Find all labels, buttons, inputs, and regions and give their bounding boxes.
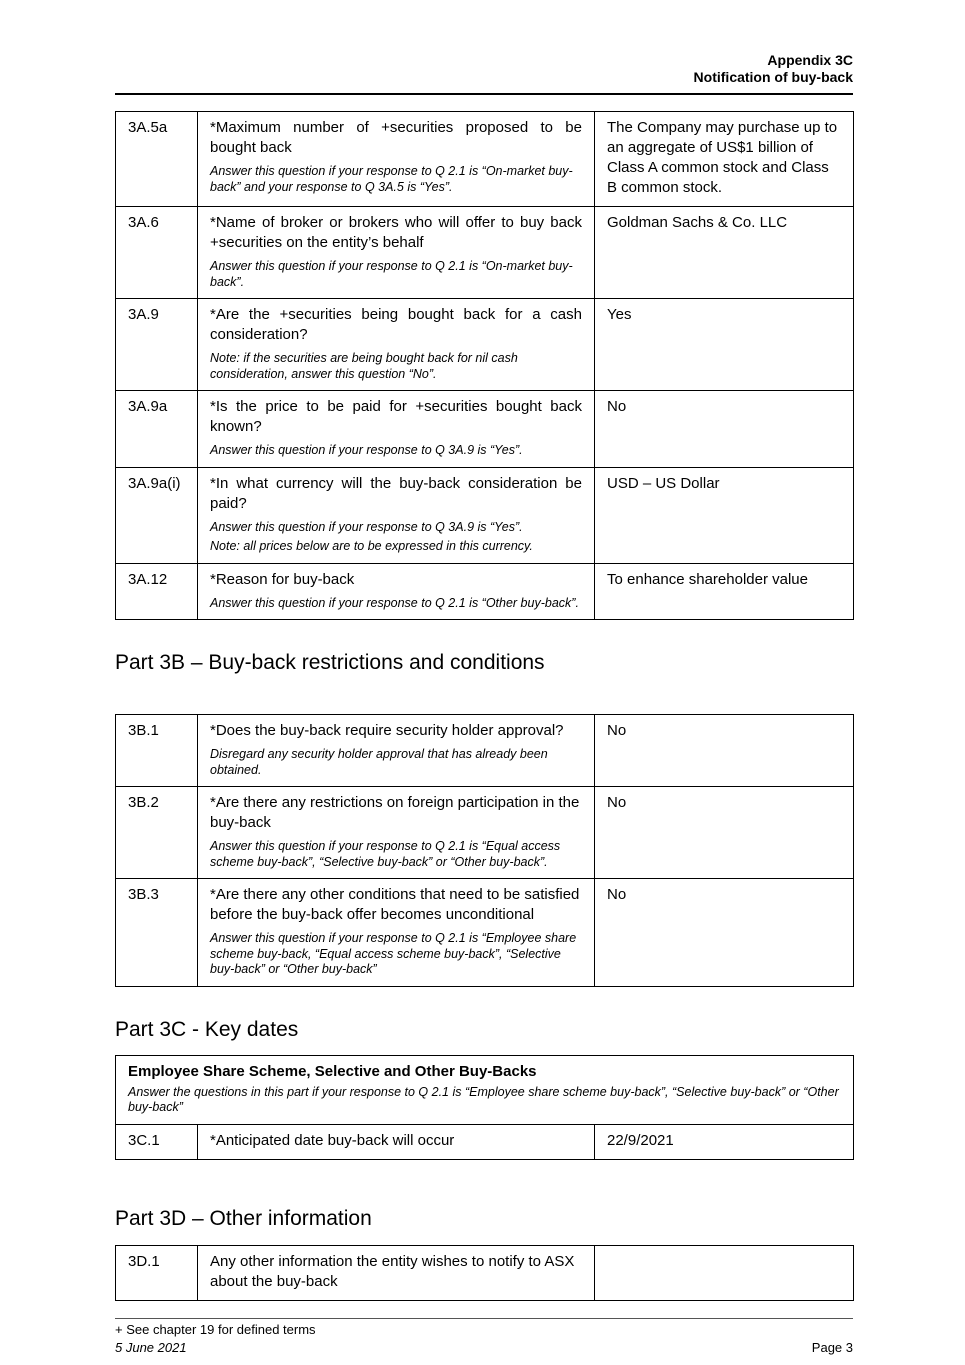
table-row (116, 715, 854, 787)
question-cell (198, 563, 595, 620)
question-text: *Are there any restrictions on foreign participation in the buy-back (210, 794, 580, 831)
question-note: Answer this question if your response to Q 2.1 is “Other buy-back”. (210, 595, 579, 610)
question-note: Note: all prices below are to be expressed in this currency. (210, 539, 533, 553)
table-row (116, 1245, 854, 1300)
question-text: *Maximum number of +securities proposed to be bought back (210, 119, 582, 156)
footer-meta (115, 1340, 853, 1356)
question-cell (198, 299, 595, 391)
document-title: Notification of buy-back (693, 69, 853, 85)
question-note: Answer this question if your response to Q 2.1 is “On-market buy-back” and your response to Q 3A.5 is “Yes”. (210, 164, 573, 194)
question-cell (198, 715, 595, 787)
question-number: 3A.9a (116, 391, 198, 468)
answer-text: Goldman Sachs & Co. LLC (595, 207, 854, 299)
table-3a (115, 111, 854, 620)
footer-defined-terms: + See chapter 19 for defined terms (115, 1321, 316, 1337)
appendix-title: Appendix 3C (767, 52, 853, 68)
table-row (116, 879, 854, 987)
footer-date: 5 June 2021 (115, 1339, 187, 1355)
question-text: *Name of broker or brokers who will offer to buy back +securities on the entity’s behalf (210, 214, 582, 251)
table-row (116, 563, 854, 620)
question-note: Answer this question if your response to Q 3A.9 is “Yes”. (210, 519, 523, 534)
table-row (116, 299, 854, 391)
answer-text: USD – US Dollar (595, 467, 854, 563)
question-cell (198, 467, 595, 563)
subheader-note: Answer the questions in this part if your response to Q 2.1 is “Employee share scheme buy-back”, “Selective buy-back” or “Other buy-back” (128, 1084, 839, 1114)
part-3c-heading: Part 3C - Key dates (115, 1017, 299, 1041)
table-row (116, 112, 854, 207)
document-page (115, 0, 853, 1356)
question-cell (198, 1124, 595, 1159)
part-3d-heading: Part 3D – Other information (115, 1206, 372, 1230)
question-note: Note: if the securities are being bought back for nil cash consideration, answer this question “No”. (210, 351, 518, 381)
question-cell (198, 391, 595, 468)
answer-text: No (595, 787, 854, 879)
answer-text: No (595, 391, 854, 468)
question-note: Answer this question if your response to Q 3A.9 is “Yes”. (210, 443, 523, 457)
table-row (116, 391, 854, 468)
question-number: 3A.5a (116, 112, 198, 207)
table-3b (115, 714, 854, 987)
answer-text: To enhance shareholder value (595, 563, 854, 620)
question-text: *Anticipated date buy-back will occur (210, 1131, 455, 1149)
answer-text (595, 1245, 854, 1300)
answer-text: The Company may purchase up to an aggregate of US$1 billion of Class A common stock and Class B common stock. (595, 112, 854, 207)
table-subheader-row (116, 1055, 854, 1124)
question-number: 3A.9 (116, 299, 198, 391)
question-number: 3B.3 (116, 879, 198, 987)
question-text: *Is the price to be paid for +securities bought back known? (210, 398, 582, 435)
table-row (116, 207, 854, 299)
question-cell (198, 112, 595, 207)
question-cell (198, 879, 595, 987)
question-number: 3B.1 (116, 715, 198, 787)
question-cell (198, 787, 595, 879)
footer-divider (115, 1318, 853, 1319)
table-row (116, 787, 854, 879)
question-cell (198, 207, 595, 299)
question-number: 3D.1 (116, 1245, 198, 1300)
question-note: Answer this question if your response to Q 2.1 is “Equal access scheme buy-back”, “Selective buy-back” or “Other buy-back”. (210, 839, 561, 869)
answer-text: No (595, 715, 854, 787)
question-note: Answer this question if your response to Q 2.1 is “On-market buy-back”. (210, 259, 573, 289)
question-text: *In what currency will the buy-back consideration be paid? (210, 474, 582, 512)
part-3b-heading: Part 3B – Buy-back restrictions and conditions (115, 651, 545, 674)
document-header (115, 52, 853, 86)
table-row (116, 1124, 854, 1159)
answer-text: No (595, 879, 854, 987)
question-number: 3A.6 (116, 207, 198, 299)
subheader-cell (116, 1055, 854, 1124)
page-number: Page 3 (811, 1339, 853, 1355)
question-cell (198, 1245, 595, 1300)
question-text: Any other information the entity wishes to notify to ASX about the buy-back (210, 1252, 575, 1290)
question-note: Disregard any security holder approval that has already been obtained. (210, 747, 548, 777)
question-text: *Are there any other conditions that need to be satisfied before the buy-back offer becomes unconditional (210, 886, 580, 923)
question-text: *Does the buy-back require security holder approval? (210, 722, 564, 739)
answer-text: Yes (595, 299, 854, 391)
question-text: *Reason for buy-back (210, 570, 355, 588)
subheader-title: Employee Share Scheme, Selective and Other Buy-Backs (128, 1062, 537, 1080)
table-3c (115, 1055, 854, 1160)
answer-text: 22/9/2021 (595, 1124, 854, 1159)
header-divider (115, 93, 853, 95)
question-note: Answer this question if your response to Q 2.1 is “Employee share scheme buy-back, “Equal access scheme buy-back”, “Selective buy-back” or “Other buy-back” (210, 931, 577, 976)
question-text: *Are the +securities being bought back for a cash consideration? (210, 306, 582, 343)
table-3d (115, 1245, 854, 1301)
question-number: 3B.2 (116, 787, 198, 879)
question-number: 3A.9a(i) (116, 467, 198, 563)
question-number: 3C.1 (116, 1124, 198, 1159)
table-row (116, 467, 854, 563)
question-number: 3A.12 (116, 563, 198, 620)
